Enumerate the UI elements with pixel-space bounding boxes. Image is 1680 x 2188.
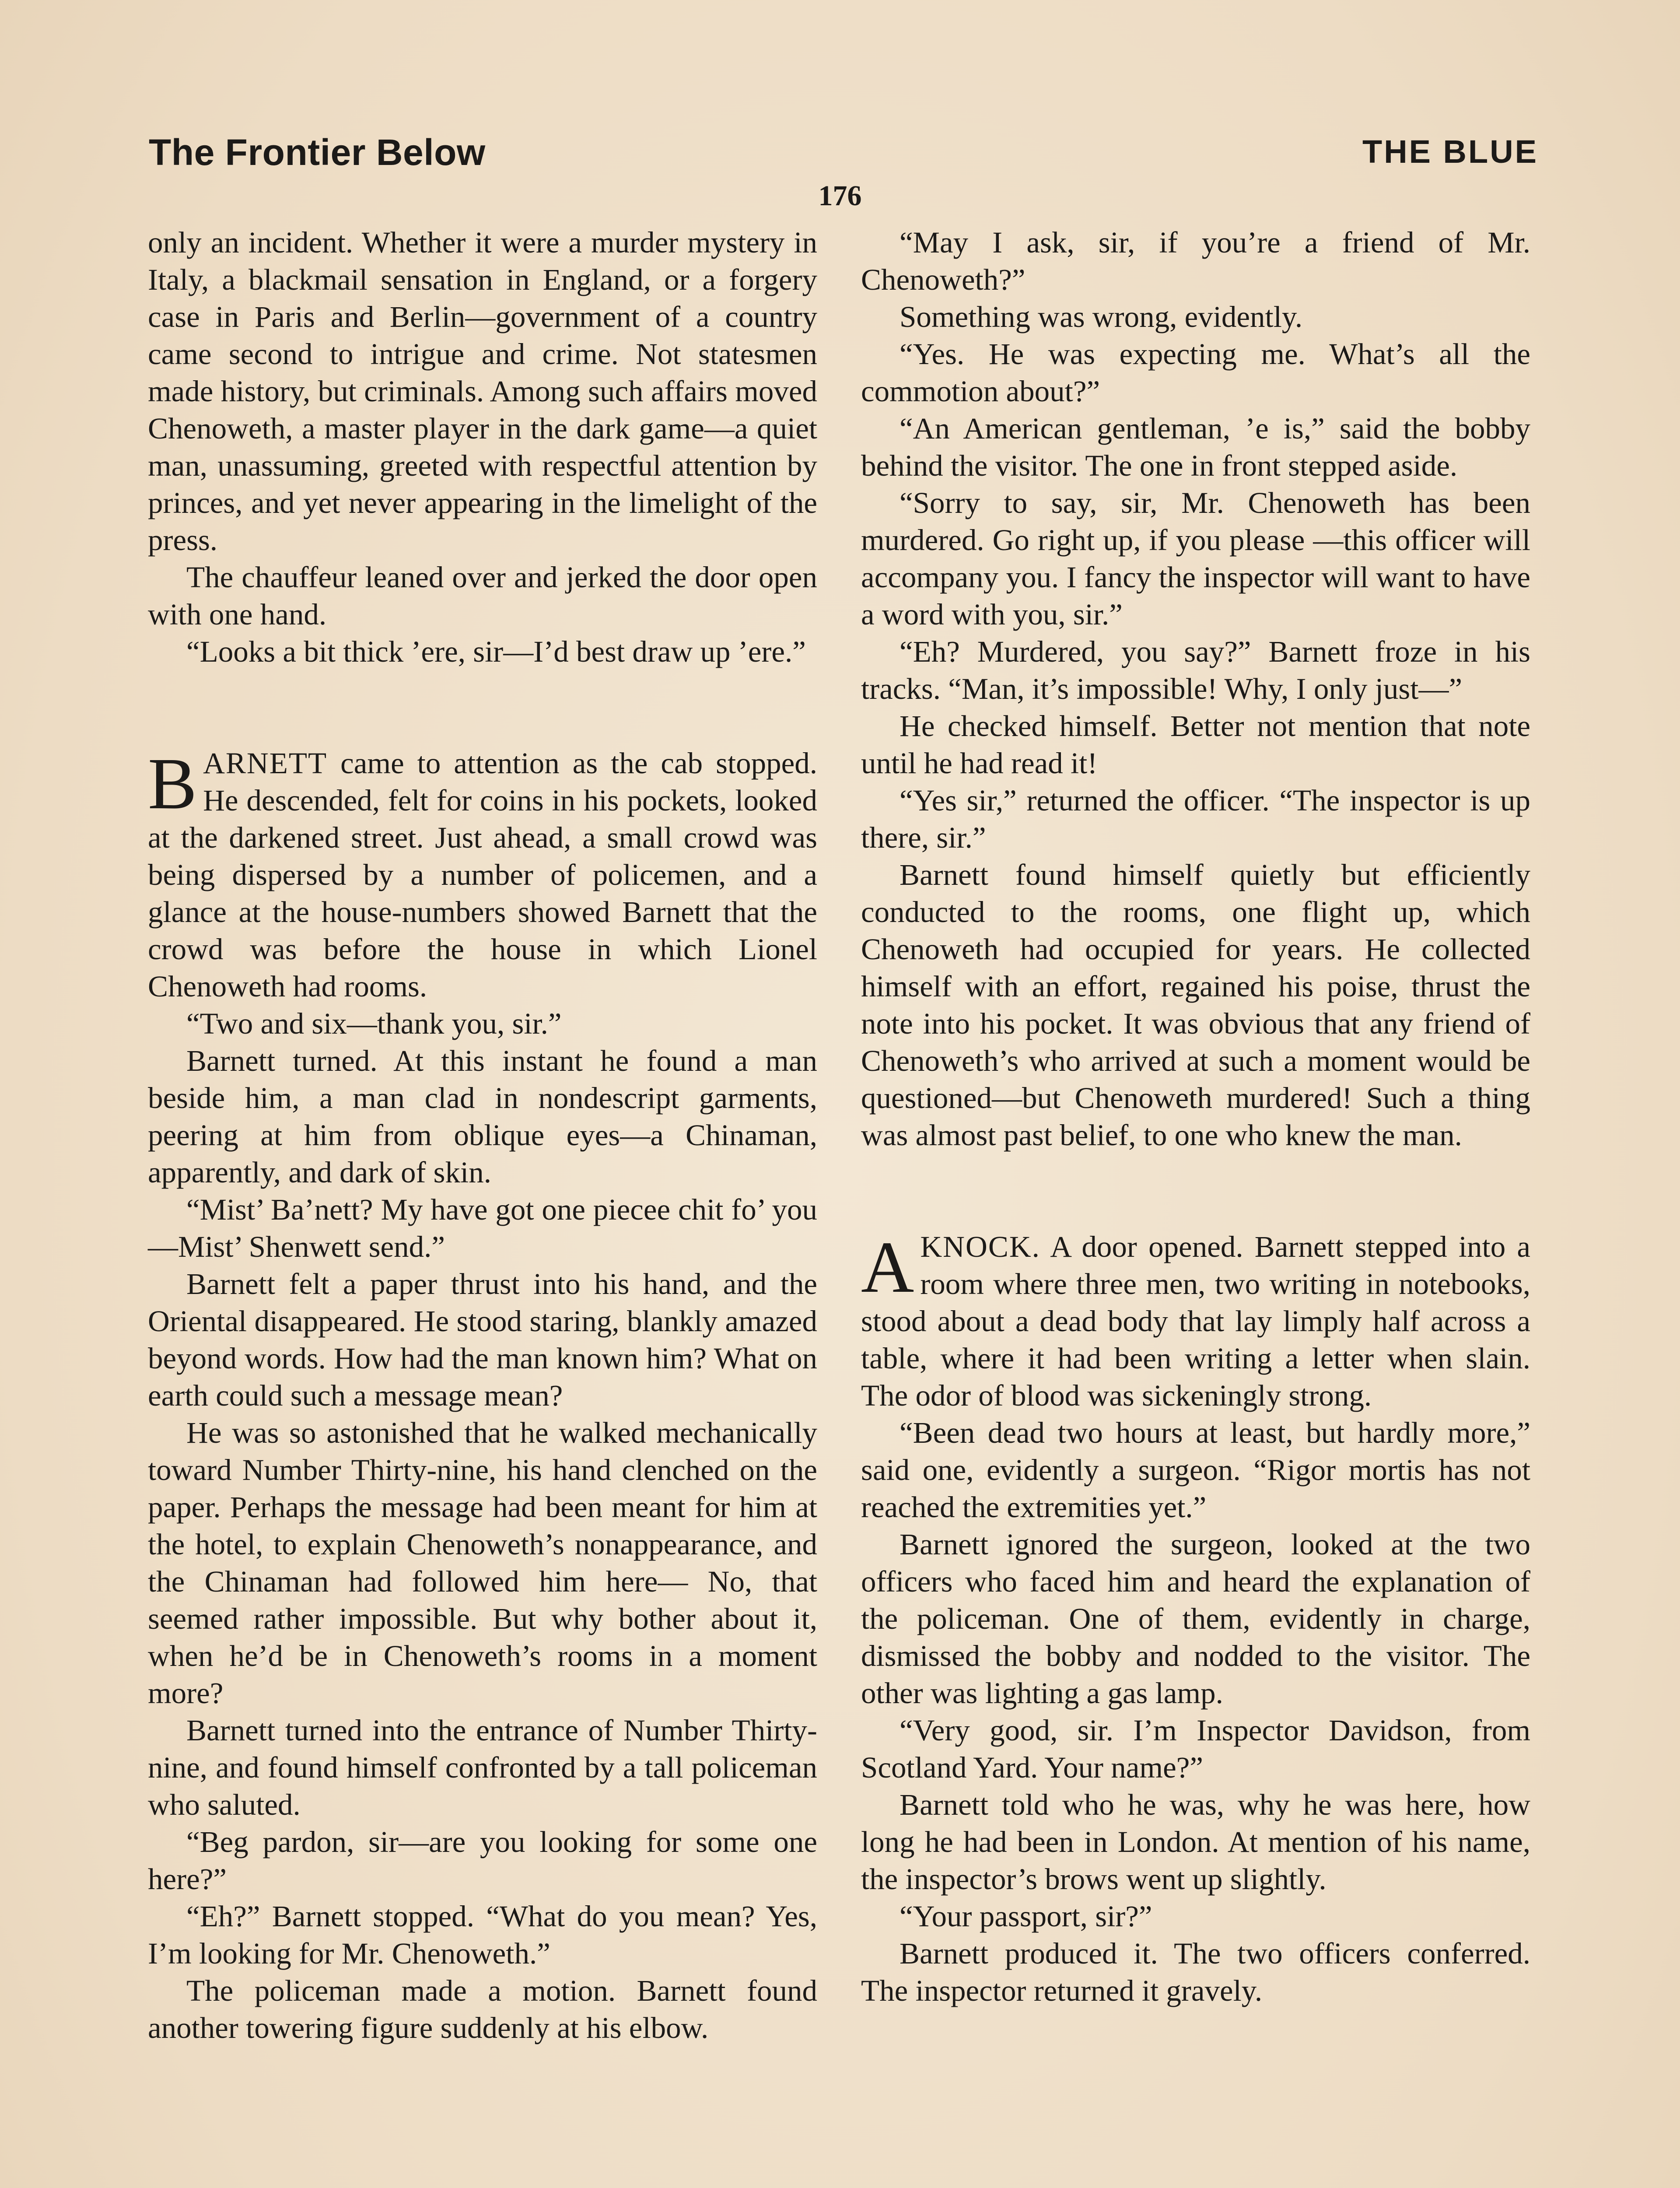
running-header (149, 131, 1538, 179)
paragraph: only an incident. Whether it were a murder mystery in Italy, a blackmail sensation in England, or a forgery case in Paris and Berlin—government of a country came second to intrigue and crime. Not statesmen made history, but criminals. Among such affairs moved Chenoweth, a master player in the dark game—a quiet man, unassuming, greeted with respectful attention by princes, and yet never appearing in the limelight of the press. (148, 226, 817, 557)
right-column (861, 224, 1530, 2009)
paragraph: Barnett turned into the entrance of Number Thirty-nine, and found himself confronted by a tall policeman who saluted. (148, 1714, 817, 1821)
paragraph: “Eh? Murdered, you say?” Barnett froze in his tracks. “Man, it’s impossible! Why, I only just—” (861, 635, 1530, 705)
paragraph: The policeman made a motion. Barnett found another towering figure suddenly at his elbow. (148, 1974, 817, 2044)
paragraph: “Two and six—thank you, sir.” (186, 1007, 562, 1040)
magazine-name: THE BLUE (1362, 133, 1538, 170)
paragraph: “Yes sir,” returned the officer. “The inspector is up there, sir.” (861, 784, 1530, 854)
paragraph: “May I ask, sir, if you’re a friend of Mr. Chenoweth?” (861, 226, 1530, 296)
paragraph: “Beg pardon, sir—are you looking for some one here?” (148, 1825, 817, 1896)
paragraph: “Eh?” Barnett stopped. “What do you mean? Yes, I’m looking for Mr. Chenoweth.” (148, 1900, 817, 1970)
section-start-paragraph (861, 1228, 1530, 1414)
paragraph: Barnett felt a paper thrust into his hand, and the Oriental disappeared. He stood staring, blankly amazed beyond words. How had the man known him? What on earth could such a message mean? (148, 1267, 817, 1412)
paragraph: He checked himself. Better not mention that note until he had read it! (861, 709, 1530, 780)
paragraph: He was so astonished that he walked mechanically toward Number Thirty-nine, his hand clenched on the paper. Perhaps the message had been meant for him at the hotel, to explain Chenoweth’s nonappearance, and the Chinaman had followed him here— No, that seemed rather impossible. But why bother about it, when he’d be in Chenoweth’s rooms in a moment more? (148, 1416, 817, 1710)
drop-cap-word: ARNETT (203, 747, 328, 780)
section-start-paragraph (148, 745, 817, 1005)
paragraph: “Looks a bit thick ’ere, sir—I’d best draw up ’ere.” (186, 635, 806, 668)
paragraph: “Yes. He was expecting me. What’s all the commotion about?” (861, 337, 1530, 408)
drop-cap: B (148, 743, 197, 824)
paragraph: Barnett produced it. The two officers conferred. The inspector returned it gravely. (861, 1937, 1530, 2007)
story-title: The Frontier Below (149, 132, 486, 173)
paragraph-text: A door opened. Barnett stepped into a room where three men, two writing in notebooks, stood about a dead body that lay limply half across a table, where it had been writing a letter when slain. The odor of blood was sickeningly strong. (861, 1230, 1530, 1412)
drop-cap: A (861, 1227, 914, 1308)
paragraph: Barnett found himself quietly but efficiently conducted to the rooms, one flight up, which Chenoweth had occupied for years. He collected himself with an effort, regained his poise, thrust the note into his pocket. It was obvious that any friend of Chenoweth’s who arrived at such a moment would be questioned—but Chenoweth murdered! Such a thing was almost past belief, to one who knew the man. (861, 858, 1530, 1152)
paragraph: “Been dead two hours at least, but hardly more,” said one, evidently a surgeon. “Rigor mortis has not reached the extremities yet.” (861, 1416, 1530, 1524)
left-column (148, 224, 817, 2047)
paragraph: “Your passport, sir?” (900, 1900, 1152, 1933)
paragraph: Something was wrong, evidently. (900, 300, 1303, 333)
page-number: 176 (818, 180, 862, 212)
paragraph: Barnett told who he was, why he was here, how long he had been in London. At mention of his name, the inspector’s brows went up slightly. (861, 1788, 1530, 1896)
paragraph: “Mist’ Ba’nett? My have got one piecee chit fo’ you—Mist’ Shenwett send.” (148, 1193, 817, 1263)
paragraph: “Sorry to say, sir, Mr. Chenoweth has been murdered. Go right up, if you please —this officer will accompany you. I fancy the inspector will want to have a word with you, sir.” (861, 486, 1530, 631)
paragraph: “Very good, sir. I’m Inspector Davidson, from Scotland Yard. Your name?” (861, 1714, 1530, 1784)
drop-cap-word: KNOCK. (920, 1230, 1040, 1263)
paragraph: Barnett turned. At this instant he found a man beside him, a man clad in nondescript garments, peering at him from oblique eyes—a Chinaman, apparently, and dark of skin. (148, 1044, 817, 1189)
paragraph-text: came to attention as the cab stopped. He descended, felt for coins in his pockets, looked at the darkened street. Just ahead, a small crowd was being dispersed by a number of policemen, and a glance at the house-numbers showed Barnett that the crowd was before the house in which Lionel Chenoweth had rooms. (148, 747, 817, 1003)
paragraph: The chauffeur leaned over and jerked the door open with one hand. (148, 561, 817, 631)
paragraph: Barnett ignored the surgeon, looked at the two officers who faced him and heard the explanation of the policeman. One of them, evidently in charge, dismissed the bobby and nodded to the visitor. The other was lighting a gas lamp. (861, 1528, 1530, 1710)
paragraph: “An American gentleman, ’e is,” said the bobby behind the visitor. The one in front stepped aside. (861, 412, 1530, 482)
